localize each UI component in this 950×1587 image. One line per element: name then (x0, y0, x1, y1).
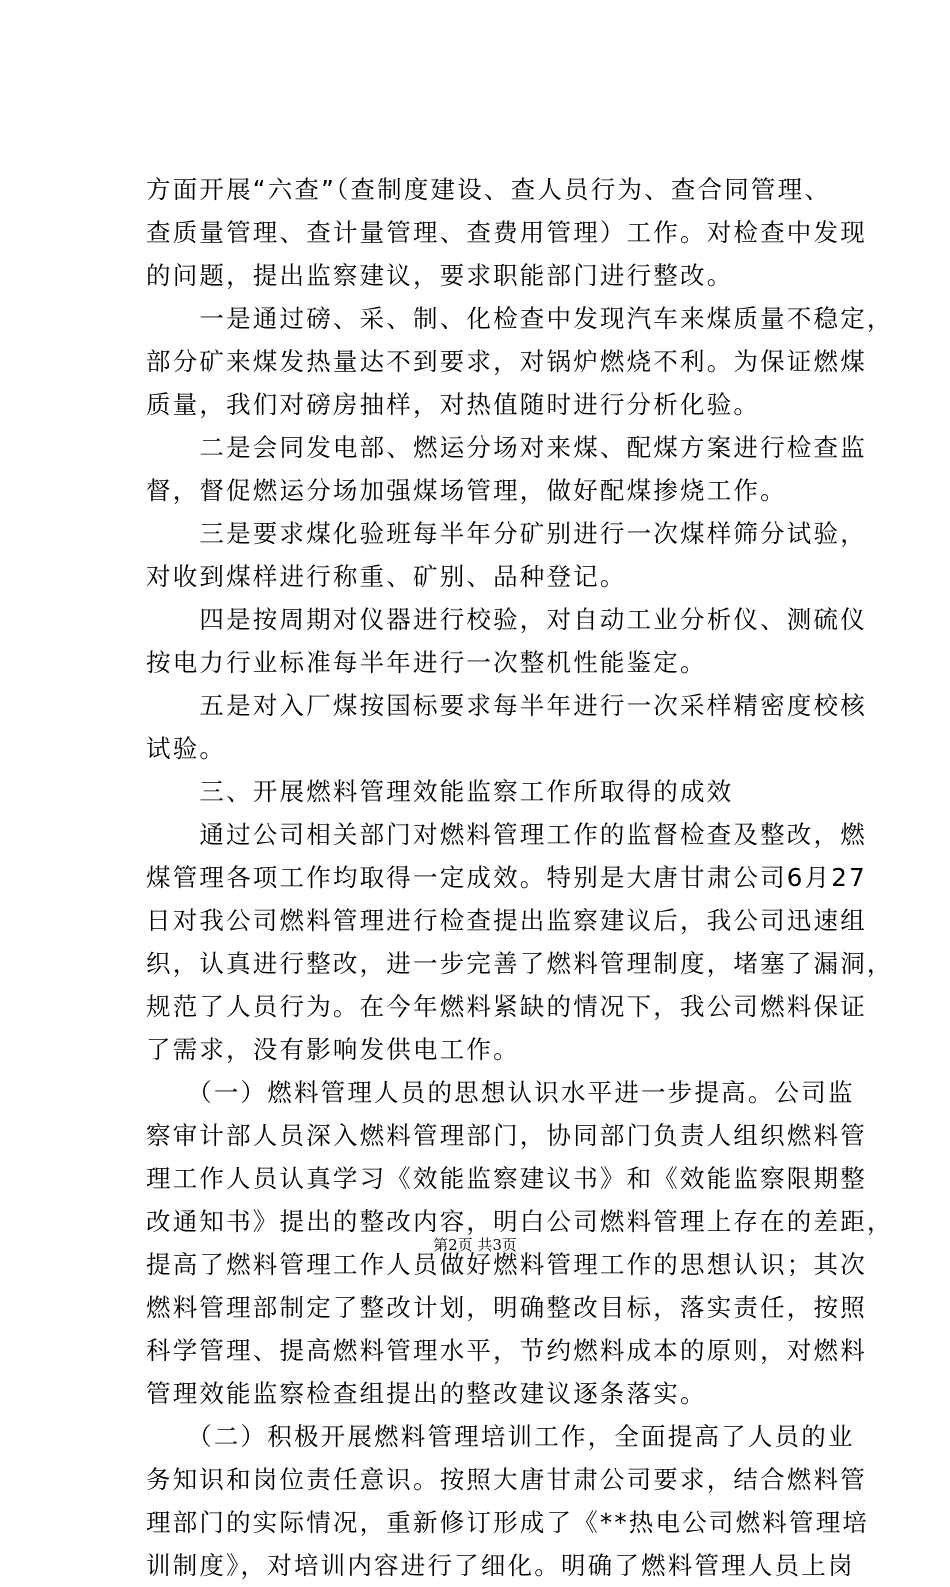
text-line: 四是按周期对仪器进行校验，对自动工业分析仪、测硫仪 (146, 605, 867, 634)
text-line: 改通知书》提出的整改内容，明白公司燃料管理上存在的差距， (146, 1207, 894, 1236)
text-line: 按电力行业标准每半年进行一次整机性能鉴定。 (146, 648, 707, 677)
text-line: （一）燃料管理人员的思想认识水平进一步提高。公司监 (146, 1078, 855, 1107)
text-line: 质量，我们对磅房抽样，对热值随时进行分析化验。 (146, 390, 761, 419)
text-line: 织，认真进行整改，进一步完善了燃料管理制度，堵塞了漏洞， (146, 949, 894, 978)
text-line: 通过公司相关部门对燃料管理工作的监督检查及整改，燃 (146, 820, 867, 849)
text-line: 查质量管理、查计量管理、查费用管理）工作。对检查中发现 (146, 218, 867, 247)
text-line: 理工作人员认真学习《效能监察建议书》和《效能监察限期整 (146, 1164, 867, 1193)
text-line: 规范了人员行为。在今年燃料紧缺的情况下，我公司燃料保证 (146, 992, 867, 1021)
document-body (146, 168, 894, 1587)
text-line: 煤管理各项工作均取得一定成效。特别是大唐甘肃公司6月27 (146, 863, 867, 892)
text-line: 提高了燃料管理工作人员做好燃料管理工作的思想认识；其次 (146, 1250, 867, 1279)
text-line: （二）积极开展燃料管理培训工作，全面提高了人员的业 (146, 1422, 855, 1451)
text-line: 三是要求煤化验班每半年分矿别进行一次煤样筛分试验， (146, 519, 867, 548)
text-line: 五是对入厂煤按国标要求每半年进行一次采样精密度校核 (146, 691, 867, 720)
text-line: 方面开展“六查”（查制度建设、查人员行为、查合同管理、 (146, 175, 832, 204)
text-line: 督，督促燃运分场加强煤场管理，做好配煤掺烧工作。 (146, 476, 787, 505)
text-line: 了需求，没有影响发供电工作。 (146, 1035, 520, 1064)
text-line: 的问题，提出监察建议，要求职能部门进行整改。 (146, 261, 734, 290)
text-line: 科学管理、提高燃料管理水平，节约燃料成本的原则，对燃料 (146, 1336, 867, 1365)
text-line: 日对我公司燃料管理进行检查提出监察建议后，我公司迅速组 (146, 906, 867, 935)
text-line: 察审计部人员深入燃料管理部门，协同部门负责人组织燃料管 (146, 1121, 867, 1150)
text-line: 务知识和岗位责任意识。按照大唐甘肃公司要求，结合燃料管 (146, 1465, 867, 1494)
text-line: 对收到煤样进行称重、矿别、品种登记。 (146, 562, 627, 591)
text-line: 燃料管理部制定了整改计划，明确整改目标，落实责任，按照 (146, 1293, 867, 1322)
page-footer: 第2页 共3页 (433, 1236, 517, 1254)
text-line: 理部门的实际情况，重新修订形成了《**热电公司燃料管理培 (146, 1508, 870, 1537)
text-line: 一是通过磅、采、制、化检查中发现汽车来煤质量不稳定， (146, 304, 894, 333)
text-line: 三、开展燃料管理效能监察工作所取得的成效 (146, 777, 734, 806)
text-line: 部分矿来煤发热量达不到要求，对锅炉燃烧不利。为保证燃煤 (146, 347, 867, 376)
text-line: 管理效能监察检查组提出的整改建议逐条落实。 (146, 1379, 707, 1408)
text-line: 试验。 (146, 734, 227, 763)
text-line: 二是会同发电部、燃运分场对来煤、配煤方案进行检查监 (146, 433, 867, 462)
text-line: 训制度》，对培训内容进行了细化。明确了燃料管理人员上岗 (146, 1551, 855, 1580)
